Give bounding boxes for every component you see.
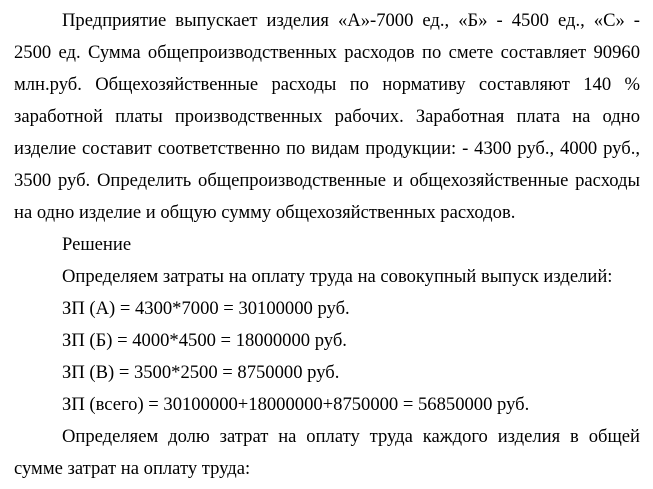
formula-line: ЗП (Б) = 4000*4500 = 18000000 руб. xyxy=(62,330,347,351)
solution-heading: Решение xyxy=(62,234,132,255)
task-text-line: 2500 ед. Сумма общепроизводственных расходов по смете составляет 90960 xyxy=(14,42,640,63)
formula-total-line: ЗП (всего) = 30100000+18000000+8750000 = 56850000 руб. xyxy=(62,394,530,415)
task-text-line: млн.руб. Общехозяйственные расходы по нормативу составляют 140 % xyxy=(14,74,640,95)
task-text-line: на одно изделие и общую сумму общехозяйственных расходов. xyxy=(14,202,516,223)
step-intro-text: Определяем затраты на оплату труда на совокупный выпуск изделий: xyxy=(62,266,613,287)
task-text-line: изделие составит соответственно по видам продукции: - 4300 руб., 4000 руб., xyxy=(14,138,640,159)
formula-line: ЗП (А) = 4300*7000 = 30100000 руб. xyxy=(62,298,350,319)
task-text-line: заработной платы производственных рабочих. Заработная плата на одно xyxy=(14,106,640,127)
formula-line: ЗП (В) = 3500*2500 = 8750000 руб. xyxy=(62,362,340,383)
step-text-line: Определяем долю затрат на оплату труда каждого изделия в общей xyxy=(62,426,640,447)
step-text-line: сумме затрат на оплату труда: xyxy=(14,458,251,479)
task-text-line: Предприятие выпускает изделия «А»-7000 ед., «Б» - 4500 ед., «С» - xyxy=(62,10,640,31)
task-text-line: 3500 руб. Определить общепроизводственные и общехозяйственные расходы xyxy=(14,170,640,191)
